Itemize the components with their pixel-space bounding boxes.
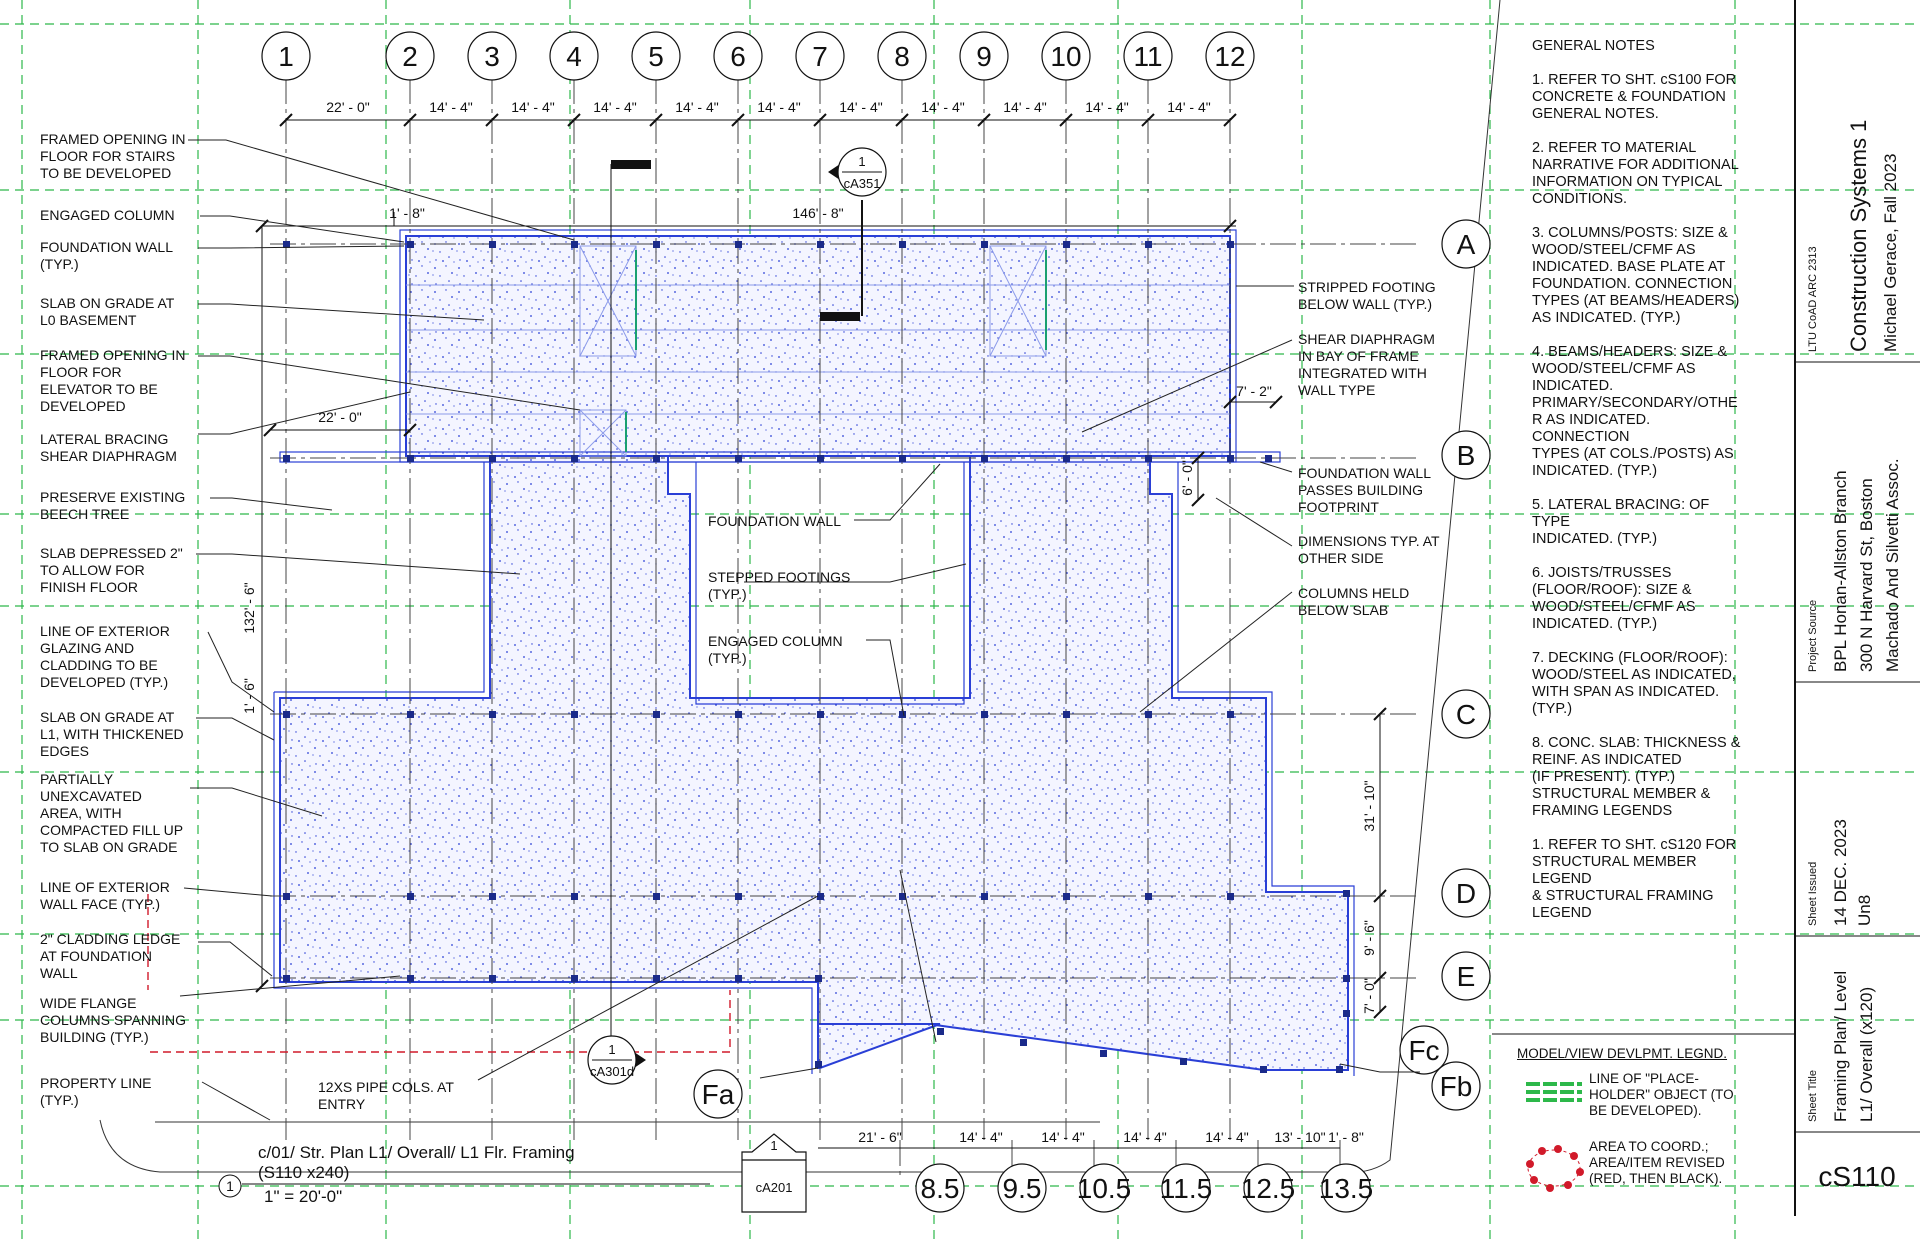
grid-label-col-11: 11 [1133,41,1163,72]
dim-vertical-b: 6' - 0" [1179,460,1195,496]
grid-label-row-fa: Fa [701,1079,735,1110]
dim-top-8: 14' - 4" [921,99,965,115]
legend-item-revision: AREA TO COORD.; AREA/ITEM REVISED (RED, THEN BLACK). [1589,1139,1725,1186]
general-note-item: 6. JOISTS/TRUSSES (FLOOR/ROOF): SIZE & WOOD/STEEL/CFMF AS INDICATED. (TYP.) [1532,565,1696,632]
general-notes-title: GENERAL NOTES [1532,38,1655,54]
left-note-4: SLAB ON GRADE AT L0 BASEMENT [40,295,175,328]
dim-top-11: 14' - 4" [1167,99,1211,115]
dim-bottom-5: 14' - 4" [1205,1129,1249,1145]
left-note-2: ENGAGED COLUMN [40,207,175,223]
general-note-item: 5. LATERAL BRACING: OF TYPE INDICATED. (TYP.) [1532,497,1710,547]
section-top-sheet: cA351 [843,176,881,191]
model-view-legend [1517,1046,1763,1187]
section-bottom-sheet: cA301d [589,1064,635,1079]
general-note-item: 3. COLUMNS/POSTS: SIZE & WOOD/STEEL/CFMF AS INDICATED. BASE PLATE AT FOUNDATION. CONNECTION TYPES (AT BEAMS/HEADERS) AS INDICATED. (TYP.) [1532,225,1740,326]
tb-author: Michael Gerace, Fall 2023 [1881,153,1900,352]
general-note-item: 2. REFER TO MATERIAL NARRATIVE FOR ADDITIONAL INFORMATION ON TYPICAL CONDITIONS. [1532,140,1739,207]
grid-label-col-10: 10 [1050,41,1082,72]
dim-top-9: 14' - 4" [1003,99,1047,115]
grid-label-col-9-5: 9.5 [1002,1173,1042,1204]
grid-label-col-13-5: 13.5 [1318,1173,1374,1204]
elevation-sheet: cA201 [755,1180,793,1195]
dim-bottom-3: 14' - 4" [1041,1129,1085,1145]
dim-top-10: 14' - 4" [1085,99,1129,115]
grid-label-row-c: C [1455,699,1477,730]
section-cut-bar [611,160,651,169]
view-subtitle: (S110 x240) [258,1163,350,1182]
dim-bay-b: 22' - 0" [318,409,362,425]
left-note-8: SLAB DEPRESSED 2" TO ALLOW FOR FINISH FLOOR [40,545,183,595]
grid-label-col-8-5: 8.5 [920,1173,960,1204]
tb-sheet-title-line1: Framing Plan/ Level [1831,970,1850,1122]
section-top-number: 1 [858,154,866,169]
grid-label-row-a: A [1456,229,1476,260]
left-note-5: FRAMED OPENING IN FLOOR FOR ELEVATOR TO BE DEVELOPED [40,347,186,414]
grid-label-row-e: E [1456,961,1476,992]
left-note-11: PARTIALLY UNEXCAVATED AREA, WITH COMPACTED FILL UP TO SLAB ON GRADE [40,771,184,855]
dim-top-6: 14' - 4" [757,99,801,115]
grid-label-col-2: 2 [402,41,418,72]
legend-item-placeholder: LINE OF "PLACE- HOLDER" OBJECT (TO BE DEVELOPED). [1589,1071,1734,1118]
center-note-2: STEPPED FOOTINGS (TYP.) [708,569,851,602]
slab-areas [280,236,1348,1070]
dim-top-left-small: 1' - 8" [389,205,425,221]
tb-issued-label: Sheet Issued [1807,861,1819,926]
grid-label-col-4: 4 [566,41,582,72]
left-note-6: LATERAL BRACING SHEAR DIAPHRAGM [40,431,177,464]
tb-course: LTU CoAD ARC 2313 [1807,246,1819,352]
dim-overall-width: 146' - 8" [792,205,844,221]
dim-bottom-2: 14' - 4" [959,1129,1003,1145]
grid-label-col-7: 7 [812,41,828,72]
left-note-12: LINE OF EXTERIOR WALL FACE (TYP.) [40,879,170,912]
grid-label-col-9: 9 [976,41,992,72]
general-note-item: 8. CONC. SLAB: THICKNESS & REINF. AS INDICATED (IF PRESENT). (TYP.) STRUCTURAL MEMBER & FRAMING LEGENDS [1532,735,1741,819]
right-note-4: DIMENSIONS TYP. AT OTHER SIDE [1298,533,1440,566]
tb-source-line1: BPL Honan-Allston Branch [1831,470,1850,672]
center-note-4: 12XS PIPE COLS. AT ENTRY [318,1079,454,1112]
grid-label-row-b: B [1456,440,1476,471]
grid-label-col-3: 3 [484,41,500,72]
entry-slab [818,1024,940,1068]
dim-right-b: 7' - 2" [1236,383,1272,399]
grid-label-col-5: 5 [648,41,664,72]
tb-issued-date: 14 DEC. 2023 [1831,819,1850,926]
grid-label-col-12: 12 [1214,41,1246,72]
general-note-item: 1. REFER TO SHT. cS100 FOR CONCRETE & FOUNDATION GENERAL NOTES. [1532,72,1737,122]
left-note-7: PRESERVE EXISTING BEECH TREE [40,489,186,522]
left-note-14: WIDE FLANGE COLUMNS SPANNING BUILDING (TYP.) [40,995,186,1045]
left-note-9: LINE OF EXTERIOR GLAZING AND CLADDING TO BE DEVELOPED (TYP.) [40,623,170,690]
legend-title: MODEL/VIEW DEVLPMT. LEGND. [1517,1046,1728,1061]
general-notes [1532,38,1772,939]
grid-label-row-d: D [1455,878,1477,909]
dim-d-to-e: 9' - 6" [1361,920,1377,956]
general-note-item: 7. DECKING (FLOOR/ROOF): WOOD/STEEL AS INDICATED, WITH SPAN AS INDICATED. (TYP.) [1532,650,1736,717]
dim-top-1: 22' - 0" [326,99,370,115]
left-note-15: PROPERTY LINE (TYP.) [40,1075,152,1108]
tb-project-title: Construction Systems 1 [1846,119,1871,352]
grid-label-row-fb: Fb [1439,1071,1473,1102]
dim-left-c-small: 1' - 6" [241,678,257,714]
dim-top-2: 14' - 4" [429,99,473,115]
view-number: 1 [226,1178,234,1194]
general-note-item: 4. BEAMS/HEADERS: SIZE & WOOD/STEEL/CFMF AS INDICATED. PRIMARY/SECONDARY/OTHE R AS INDICATED. CONNECTION TYPES (AT COLS./POSTS) AS INDICATED. (TYP.) [1532,344,1738,479]
dim-bottom-7: 1' - 8" [1328,1129,1364,1145]
dim-c-to-d: 31' - 10" [1361,780,1377,832]
left-note-13: 2" CLADDING LEDGE AT FOUNDATION WALL [40,931,181,981]
dim-overall-height: 132' - 6" [241,582,257,634]
dim-bottom-6: 13' - 10" [1274,1129,1326,1145]
grid-label-col-10-5: 10.5 [1076,1173,1132,1204]
right-note-5: COLUMNS HELD BELOW SLAB [1298,585,1410,618]
left-note-10: SLAB ON GRADE AT L1, WITH THICKENED EDGES [40,709,184,759]
grid-label-col-11-5: 11.5 [1159,1173,1213,1204]
section-cut-bar [820,312,860,321]
center-note-1: FOUNDATION WALL [708,513,842,529]
tb-source-label: Project Source [1807,599,1819,672]
dim-bottom-4: 14' - 4" [1123,1129,1167,1145]
dim-e-to-f: 7' - 0" [1361,978,1377,1014]
left-notes [40,131,186,1108]
tb-sheet-title-line2: L1/ Overall (x120) [1857,986,1876,1122]
tb-source-line2: 300 N Harvard St, Boston [1857,478,1876,672]
basement-slab [406,236,1230,456]
right-note-3: FOUNDATION WALL PASSES BUILDING FOOTPRINT [1298,465,1432,515]
center-note-3: ENGAGED COLUMN (TYP.) [708,633,843,666]
view-scale: 1" = 20'-0" [264,1187,343,1206]
dim-top-5: 14' - 4" [675,99,719,115]
right-note-1: STRIPPED FOOTING BELOW WALL (TYP.) [1298,279,1436,312]
grid-label-col-8: 8 [894,41,910,72]
dim-top-3: 14' - 4" [511,99,555,115]
grid-label-col-6: 6 [730,41,746,72]
right-notes [1298,279,1440,618]
view-title: c/01/ Str. Plan L1/ Overall/ L1 Flr. Framing [258,1143,575,1162]
grid-label-col-1: 1 [278,41,294,72]
right-note-2: SHEAR DIAPHRAGM IN BAY OF FRAME INTEGRATED WITH WALL TYPE [1298,331,1435,398]
section-bottom-number: 1 [608,1042,616,1057]
dim-top-4: 14' - 4" [593,99,637,115]
tb-issued-code: Un8 [1855,894,1874,926]
dim-bottom-1: 21' - 6" [858,1129,902,1145]
tb-source-line3: Machado And Silvetti Assoc. [1883,458,1902,672]
left-note-3: FOUNDATION WALL (TYP.) [40,239,174,272]
grid-label-col-12-5: 12.5 [1240,1173,1296,1204]
elevation-number: 1 [770,1138,778,1153]
tb-sheet-title-label: Sheet Title [1807,1070,1819,1122]
left-note-1: FRAMED OPENING IN FLOOR FOR STAIRS TO BE DEVELOPED [40,131,186,181]
general-note-item: 1. REFER TO SHT. cS120 FOR STRUCTURAL MEMBER LEGEND & STRUCTURAL FRAMING LEGEND [1532,837,1737,921]
tb-sheet-number: cS110 [1818,1161,1896,1192]
grid-label-row-fc: Fc [1408,1035,1440,1066]
dim-top-7: 14' - 4" [839,99,883,115]
